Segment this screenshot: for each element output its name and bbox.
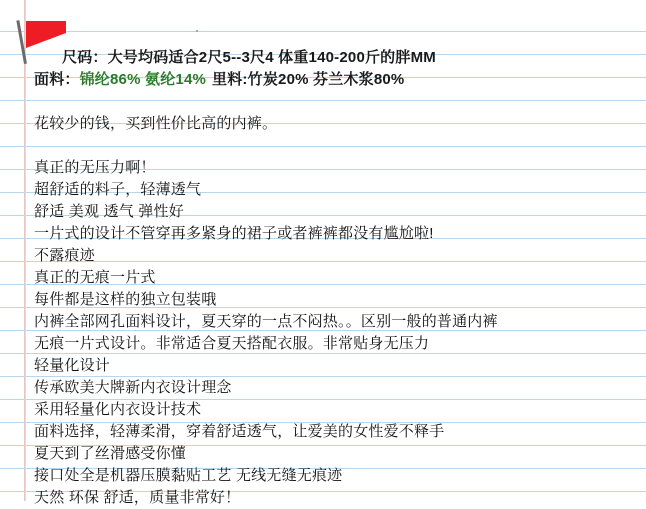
paragraph-10: 轻量化设计 (34, 357, 111, 374)
red-flag-icon (22, 20, 66, 64)
paragraph-11: 传承欧美大牌新内衣设计理念 (34, 379, 232, 396)
paragraph-3: 舒适 美观 透气 弹性好 (34, 203, 184, 220)
size-line (62, 47, 436, 69)
paragraph-2: 超舒适的料子，轻薄透气 (34, 181, 202, 198)
paragraph-13: 面料选择，轻薄柔滑，穿着舒适透气，让爱美的女性爱不释手 (34, 423, 445, 440)
flag-cloth (26, 21, 66, 48)
paragraph-5: 不露痕迹 (34, 247, 95, 264)
paragraph-16: 天然 环保 舒适，质量非常好！ (34, 489, 241, 506)
paragraph-0: 花较少的钱，买到性价比高的内裤。 (34, 115, 278, 132)
paragraph-8: 内裤全部网孔面料设计，夏天穿的一点不闷热。。区别一般的普通内裤 (34, 313, 498, 330)
fabric-line (34, 69, 404, 91)
margin-rule-left-secondary (25, 0, 26, 501)
paragraph-12: 采用轻量化内衣设计技术 (34, 401, 202, 418)
size-label: 尺码： (62, 49, 108, 66)
fabric-label: 面料： (34, 71, 80, 88)
paragraph-4: 一片式的设计不管穿再多紧身的裙子或者裤裤都没有尴尬啦! (34, 225, 434, 242)
fabric-value-secondary: 里料:竹炭20% 芬兰木浆80% (212, 71, 405, 88)
paragraph-15: 接口处全是机器压膜黏贴工艺 无线无缝无痕迹 (34, 467, 343, 484)
paragraph-6: 真正的无痕一片式 (34, 269, 156, 286)
fabric-value-primary: 锦纶86% 氨纶14% (79, 71, 207, 88)
paragraph-14: 夏天到了丝滑感受你懂 (34, 445, 187, 462)
size-value: 大号均码适合2尺5--3尺4 体重140-200斤的胖MM (107, 49, 436, 66)
stray-dot (196, 30, 198, 32)
paragraph-9: 无痕一片式设计。非常适合夏天搭配衣服。非常贴身无压力 (34, 335, 430, 352)
paragraph-7: 每件都是这样的独立包装哦 (34, 291, 217, 308)
paragraph-1: 真正的无压力啊！ (34, 159, 156, 176)
